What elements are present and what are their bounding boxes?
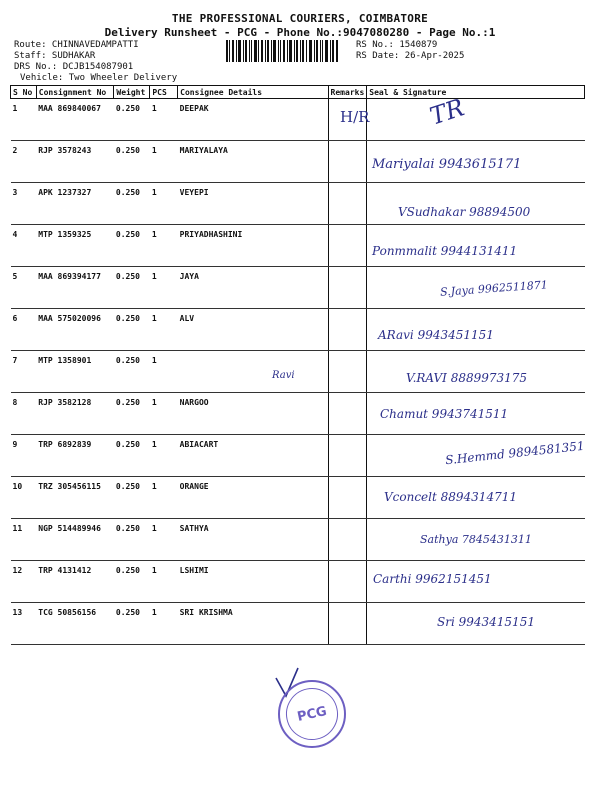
remarks-cell: [328, 603, 367, 645]
rs-date: RS Date: 26-Apr-2025: [356, 51, 465, 61]
remarks-cell: [328, 225, 367, 267]
consignee-cell: PRIYADHASHINI: [178, 225, 328, 267]
sno-cell: 7: [11, 351, 37, 393]
consignee-cell: MARIYALAYA: [178, 141, 328, 183]
pcs-cell: 1: [150, 309, 178, 351]
weight-cell: 0.250: [114, 351, 150, 393]
sno-cell: 6: [11, 309, 37, 351]
staff-field: Staff: SUDHAKAR: [14, 51, 96, 61]
handwritten-signature: Carthi 9962151451: [373, 572, 492, 586]
remarks-cell: [328, 435, 367, 477]
remarks-cell: [328, 351, 367, 393]
pcs-cell: 1: [150, 435, 178, 477]
consignee-cell: ABIACART: [178, 435, 328, 477]
handwritten-signature: Chamut 9943741511: [380, 407, 509, 421]
runsheet-title: Delivery Runsheet - PCG - Phone No.:9047080280 - Page No.:1: [104, 26, 496, 39]
table-row: [11, 99, 585, 141]
col-header-consignee: Consignee Details: [178, 86, 328, 99]
pcs-cell: 1: [150, 561, 178, 603]
vehicle-field: Vehicle: Two Wheeler Delivery: [20, 73, 178, 83]
consignment-cell: MTP 1358901: [36, 351, 114, 393]
col-header-signature: Seal & Signature: [367, 86, 585, 99]
col-header-consignment: Consignment No: [36, 86, 114, 99]
handwritten-signature: S.Jaya 9962511871: [439, 278, 549, 299]
weight-cell: 0.250: [114, 603, 150, 645]
pcs-cell: 1: [150, 183, 178, 225]
pcs-cell: 1: [150, 99, 178, 141]
sno-cell: 9: [11, 435, 37, 477]
consignee-cell: VEYEPI: [178, 183, 328, 225]
weight-cell: 0.250: [114, 309, 150, 351]
consignee-cell: ALV: [178, 309, 328, 351]
consignee-cell: SRI KRISHMA: [178, 603, 328, 645]
handwritten-signature: ARavi 9943451151: [378, 328, 494, 342]
consignee-cell: DEEPAK: [178, 99, 328, 141]
rs-number: RS No.: 1540879: [356, 40, 438, 50]
pcs-cell: 1: [150, 603, 178, 645]
remarks-cell: [328, 183, 367, 225]
table-row: [11, 309, 585, 351]
weight-cell: 0.250: [114, 225, 150, 267]
consignment-cell: TRP 6892839: [36, 435, 114, 477]
remarks-cell: [328, 519, 367, 561]
handwritten-signature: Ponmmalit 9944131411: [372, 244, 518, 258]
handwritten-remark: H/R: [340, 108, 370, 126]
pcs-cell: 1: [150, 393, 178, 435]
consignment-cell: MAA 869394177: [36, 267, 114, 309]
consignment-cell: APK 1237327: [36, 183, 114, 225]
sno-cell: 3: [11, 183, 37, 225]
sno-cell: 13: [11, 603, 37, 645]
sno-cell: 4: [11, 225, 37, 267]
weight-cell: 0.250: [114, 519, 150, 561]
consignee-cell: ORANGE: [178, 477, 328, 519]
route-field: Route: CHINNAVEDAMPATTI: [14, 40, 139, 50]
consignment-cell: MTP 1359325: [36, 225, 114, 267]
table-header-row: [11, 86, 585, 99]
sno-cell: 2: [11, 141, 37, 183]
pcs-cell: 1: [150, 519, 178, 561]
company-stamp: [278, 680, 346, 748]
sno-cell: 1: [11, 99, 37, 141]
pcs-cell: 1: [150, 225, 178, 267]
handwritten-signature: Mariyalai 9943615171: [372, 157, 522, 172]
consignment-cell: TRP 4131412: [36, 561, 114, 603]
consignee-cell: JAYA: [178, 267, 328, 309]
sno-cell: 8: [11, 393, 37, 435]
stamp-text: PCG: [281, 683, 343, 745]
weight-cell: 0.250: [114, 435, 150, 477]
consignee-cell: [178, 351, 328, 393]
weight-cell: 0.250: [114, 183, 150, 225]
sno-cell: 12: [11, 561, 37, 603]
consignment-cell: RJP 3578243: [36, 141, 114, 183]
remarks-cell: [328, 267, 367, 309]
consignee-cell: NARGOO: [178, 393, 328, 435]
pcs-cell: 1: [150, 267, 178, 309]
consignee-cell: LSHIMI: [178, 561, 328, 603]
weight-cell: 0.250: [114, 267, 150, 309]
drs-number: DRS No.: DCJB154087901: [14, 62, 134, 72]
col-header-weight: Weight: [114, 86, 150, 99]
handwritten-signature: Sri 9943415151: [437, 615, 535, 629]
signature-cell: [367, 99, 585, 141]
sno-cell: 5: [11, 267, 37, 309]
handwritten-signature: VSudhakar 98894500: [398, 205, 531, 219]
consignment-cell: MAA 869840067: [36, 99, 114, 141]
sno-cell: 11: [11, 519, 37, 561]
consignment-cell: NGP 514489946: [36, 519, 114, 561]
barcode: [226, 40, 338, 62]
handwritten-signature: TR: [426, 93, 468, 131]
remarks-cell: [328, 141, 367, 183]
col-header-pcs: PCS: [150, 86, 178, 99]
pcs-cell: 1: [150, 351, 178, 393]
sno-cell: 10: [11, 477, 37, 519]
remarks-cell: [328, 393, 367, 435]
consignment-cell: MAA 575020096: [36, 309, 114, 351]
handwritten-note: Ravi: [272, 370, 295, 381]
weight-cell: 0.250: [114, 477, 150, 519]
weight-cell: 0.250: [114, 561, 150, 603]
pcs-cell: 1: [150, 477, 178, 519]
table-row: [11, 561, 585, 603]
weight-cell: 0.250: [114, 99, 150, 141]
consignment-cell: TRZ 305456115: [36, 477, 114, 519]
pcs-cell: 1: [150, 141, 178, 183]
company-title: THE PROFESSIONAL COURIERS, COIMBATORE: [171, 12, 429, 25]
handwritten-signature: Vconcelt 8894314711: [384, 490, 517, 504]
handwritten-signature: S.Hemmd 9894581351: [444, 438, 586, 468]
remarks-cell: [328, 309, 367, 351]
consignment-cell: RJP 3582128: [36, 393, 114, 435]
col-header-remarks: Remarks: [328, 86, 367, 99]
col-header-sno: S No: [11, 86, 37, 99]
weight-cell: 0.250: [114, 393, 150, 435]
consignment-cell: TCG 50856156: [36, 603, 114, 645]
remarks-cell: [328, 561, 367, 603]
weight-cell: 0.250: [114, 141, 150, 183]
consignee-cell: SATHYA: [178, 519, 328, 561]
remarks-cell: [328, 477, 367, 519]
handwritten-signature: Sathya 7845431311: [420, 533, 532, 546]
handwritten-signature: V.RAVI 8889973175: [406, 371, 528, 385]
